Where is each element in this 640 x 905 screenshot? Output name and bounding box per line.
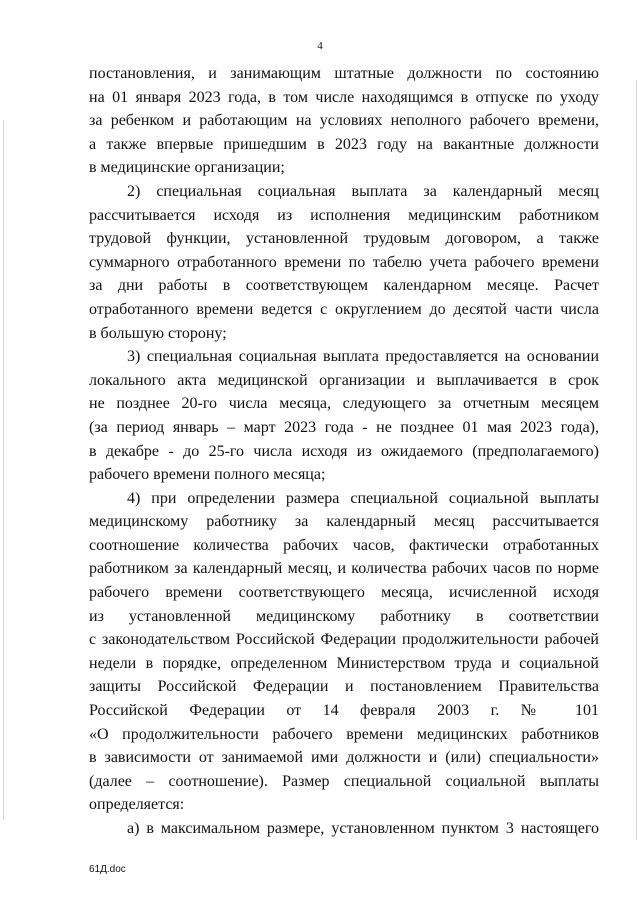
text-line: (далее – соотношение). Размер специальной социальной выплаты bbox=[89, 772, 599, 790]
text-line: с законодательством Российской Федерации продолжительности рабочей bbox=[89, 631, 599, 649]
text-line: в декабре - до 25-го числа исходя из ожидаемого (предполагаемого) bbox=[89, 442, 599, 460]
text-line: не позднее 20-го числа месяца, следующего за отчетным месяцем bbox=[89, 395, 599, 413]
text-line: рабочего времени соответствующего месяца, исчисленной исходя bbox=[89, 584, 599, 602]
text-line: «О продолжительности рабочего времени медицинских работников bbox=[89, 725, 599, 743]
text-line: а также впервые пришедшим в 2023 году на вакантные должности bbox=[89, 135, 599, 153]
text-line: соотношение количества рабочих часов, фактически отработанных bbox=[89, 536, 599, 554]
text-line: трудовой функции, установленной трудовым договором, а также bbox=[89, 230, 599, 248]
text-line: работником за календарный месяц, и количества рабочих часов по норме bbox=[89, 560, 599, 578]
text-line: а) в максимальном размере, установленном пунктом 3 настоящего bbox=[127, 820, 599, 837]
text-line: постановления, и занимающим штатные должности по состоянию bbox=[89, 65, 599, 82]
text-line: на 01 января 2023 года, в том числе находящимся в отпуске по уходу bbox=[89, 88, 599, 106]
text-line: защиты Российской Федерации и постановлением Правительства bbox=[89, 678, 599, 696]
text-line: за ребенком и работающим на условиях неполного рабочего времени, bbox=[89, 112, 599, 130]
text-line: Российской Федерации от 14 февраля 2003 г. № 101 bbox=[89, 702, 599, 720]
right-edge-mark bbox=[636, 80, 637, 840]
text-line: в зависимости от занимаемой ими должности и (или) специальности» bbox=[89, 749, 599, 767]
text-line: локального акта медицинской организации и выплачивается в срок bbox=[89, 371, 599, 389]
text-line: рассчитывается исходя из исполнения медицинским работником bbox=[89, 206, 599, 224]
page-number: 4 bbox=[317, 40, 323, 52]
text-line: (за период январь – март 2023 года - не позднее 01 мая 2023 года), bbox=[89, 418, 599, 436]
left-edge-mark bbox=[3, 120, 4, 820]
text-line: за дни работы в соответствующем календарном месяце. Расчет bbox=[89, 277, 599, 295]
document-body-text bbox=[89, 62, 599, 841]
text-line: недели в порядке, определенном Министерством труда и социальной bbox=[89, 654, 599, 672]
text-line: 3) специальная социальная выплата предоставляется на основании bbox=[127, 348, 599, 366]
text-line: в большую сторону; bbox=[89, 324, 227, 342]
text-line: из установленной медицинскому работнику в соответствии bbox=[89, 607, 599, 625]
text-line: 2) специальная социальная выплата за календарный месяц bbox=[127, 182, 599, 200]
footer-filename: 61Д.doc bbox=[89, 864, 126, 875]
text-line: 4) при определении размера специальной социальной выплаты bbox=[127, 489, 599, 507]
text-line: в медицинские организации; bbox=[89, 159, 285, 177]
text-line: медицинскому работнику за календарный месяц рассчитывается bbox=[89, 513, 599, 531]
text-line: рабочего времени полного месяца; bbox=[89, 466, 326, 484]
text-line: отработанного времени ведется с округлением до десятой части числа bbox=[89, 300, 599, 318]
text-line: определяется: bbox=[89, 796, 185, 814]
text-line: суммарного отработанного времени по табелю учета рабочего времени bbox=[89, 253, 599, 271]
